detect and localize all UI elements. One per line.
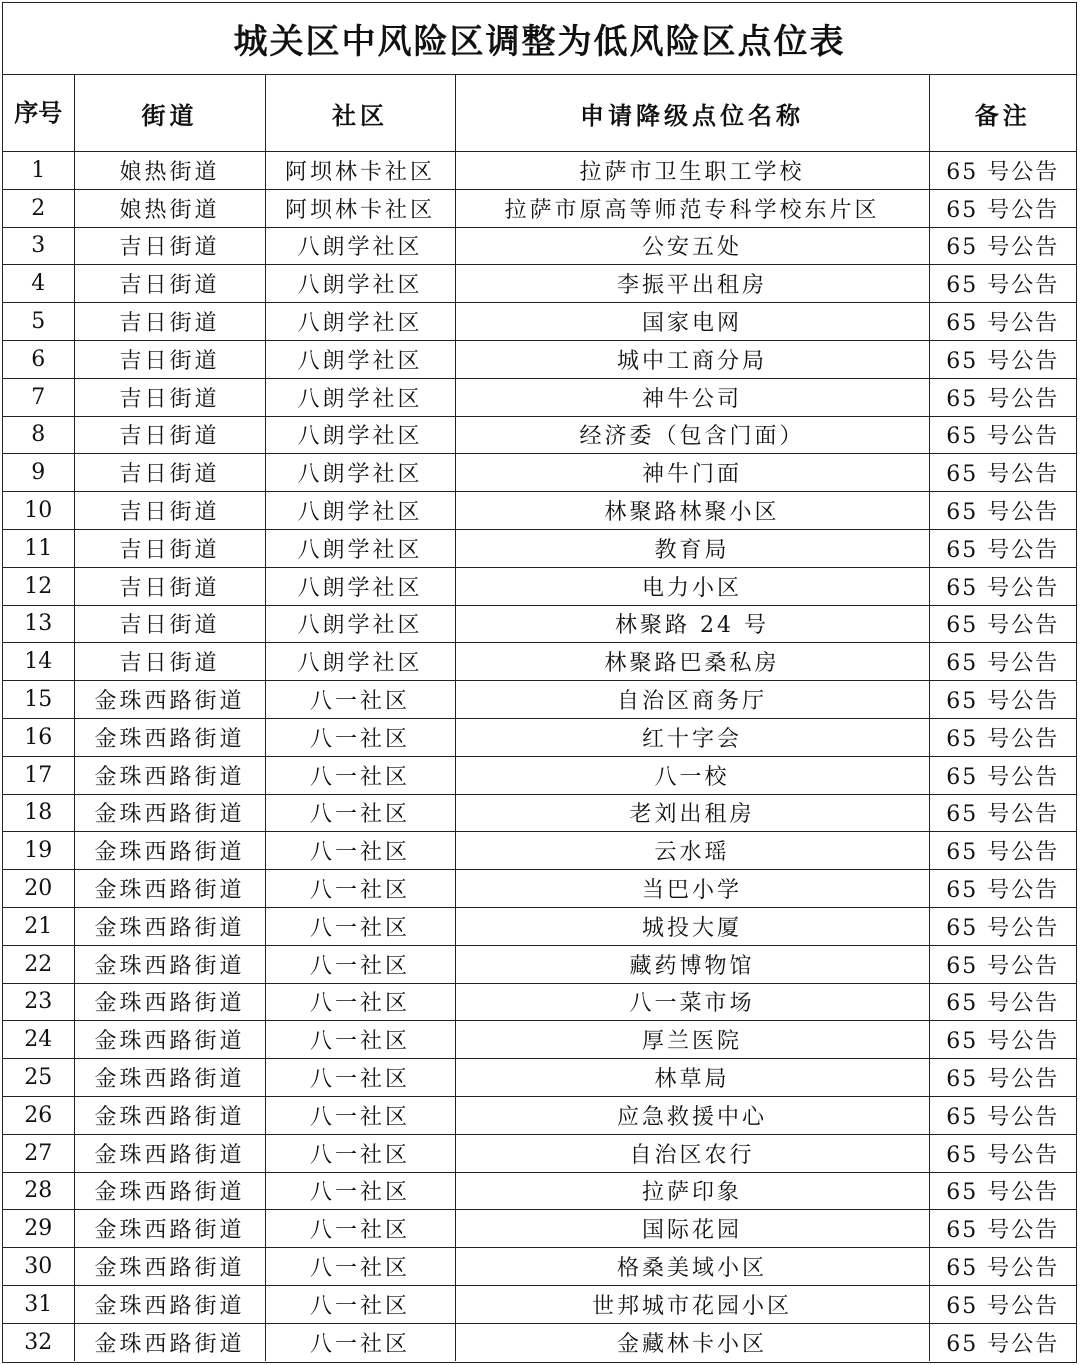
table-row — [3, 152, 1076, 190]
table-row — [3, 492, 1076, 530]
cell-index: 23 — [3, 983, 74, 1021]
cell-community: 八朗学社区 — [265, 416, 455, 454]
cell-note: 65 号公告 — [929, 152, 1076, 190]
cell-location: 神牛公司 — [455, 378, 929, 416]
table-row — [3, 870, 1076, 908]
table-row — [3, 1172, 1076, 1210]
cell-location: 厚兰医院 — [455, 1021, 929, 1059]
cell-street: 吉日街道 — [74, 605, 265, 643]
cell-street: 金珠西路街道 — [74, 983, 265, 1021]
cell-index: 26 — [3, 1096, 74, 1134]
cell-location: 国家电网 — [455, 303, 929, 341]
cell-community: 八朗学社区 — [265, 340, 455, 378]
cell-index: 1 — [3, 152, 74, 190]
cell-index: 7 — [3, 378, 74, 416]
cell-location: 金藏林卡小区 — [455, 1323, 929, 1360]
table-row — [3, 832, 1076, 870]
cell-street: 金珠西路街道 — [74, 907, 265, 945]
cell-community: 八朗学社区 — [265, 605, 455, 643]
cell-index: 32 — [3, 1323, 74, 1360]
cell-community: 八朗学社区 — [265, 643, 455, 681]
cell-index: 5 — [3, 303, 74, 341]
cell-location: 教育局 — [455, 529, 929, 567]
cell-location: 应急救援中心 — [455, 1096, 929, 1134]
table-row — [3, 756, 1076, 794]
table-row — [3, 416, 1076, 454]
cell-street: 吉日街道 — [74, 340, 265, 378]
cell-community: 阿坝林卡社区 — [265, 152, 455, 190]
document-title: 城关区中风险区调整为低风险区点位表 — [3, 3, 1076, 75]
cell-index: 18 — [3, 794, 74, 832]
cell-street: 金珠西路街道 — [74, 1210, 265, 1248]
cell-index: 30 — [3, 1248, 74, 1286]
cell-index: 6 — [3, 340, 74, 378]
cell-note: 65 号公告 — [929, 756, 1076, 794]
cell-community: 八一社区 — [265, 1248, 455, 1286]
cell-location: 城中工商分局 — [455, 340, 929, 378]
cell-community: 八一社区 — [265, 1323, 455, 1360]
cell-community: 八一社区 — [265, 681, 455, 719]
cell-note: 65 号公告 — [929, 718, 1076, 756]
cell-location: 电力小区 — [455, 567, 929, 605]
cell-street: 娘热街道 — [74, 152, 265, 190]
cell-community: 八一社区 — [265, 1285, 455, 1323]
cell-note: 65 号公告 — [929, 1172, 1076, 1210]
cell-index: 9 — [3, 454, 74, 492]
header-note: 备注 — [929, 75, 1076, 152]
cell-location: 公安五处 — [455, 227, 929, 265]
cell-community: 八一社区 — [265, 1210, 455, 1248]
cell-location: 世邦城市花园小区 — [455, 1285, 929, 1323]
cell-street: 吉日街道 — [74, 492, 265, 530]
table-row — [3, 340, 1076, 378]
cell-community: 八一社区 — [265, 1059, 455, 1097]
cell-community: 八一社区 — [265, 983, 455, 1021]
cell-street: 金珠西路街道 — [74, 681, 265, 719]
header-location: 申请降级点位名称 — [455, 75, 929, 152]
cell-street: 金珠西路街道 — [74, 718, 265, 756]
cell-index: 31 — [3, 1285, 74, 1323]
table-row — [3, 1134, 1076, 1172]
cell-note: 65 号公告 — [929, 832, 1076, 870]
table-row — [3, 378, 1076, 416]
cell-location: 八一校 — [455, 756, 929, 794]
cell-community: 八一社区 — [265, 1021, 455, 1059]
cell-note: 65 号公告 — [929, 643, 1076, 681]
table-row — [3, 454, 1076, 492]
cell-note: 65 号公告 — [929, 529, 1076, 567]
cell-location: 李振平出租房 — [455, 265, 929, 303]
cell-index: 29 — [3, 1210, 74, 1248]
cell-index: 16 — [3, 718, 74, 756]
cell-index: 19 — [3, 832, 74, 870]
cell-community: 八朗学社区 — [265, 529, 455, 567]
cell-location: 城投大厦 — [455, 907, 929, 945]
cell-community: 阿坝林卡社区 — [265, 189, 455, 227]
cell-location: 神牛门面 — [455, 454, 929, 492]
table-row — [3, 189, 1076, 227]
cell-community: 八一社区 — [265, 832, 455, 870]
cell-community: 八朗学社区 — [265, 492, 455, 530]
cell-location: 经济委（包含门面） — [455, 416, 929, 454]
cell-street: 金珠西路街道 — [74, 1096, 265, 1134]
table-row — [3, 605, 1076, 643]
cell-location: 藏药博物馆 — [455, 945, 929, 983]
cell-community: 八朗学社区 — [265, 454, 455, 492]
cell-community: 八一社区 — [265, 907, 455, 945]
table-row — [3, 983, 1076, 1021]
cell-index: 28 — [3, 1172, 74, 1210]
cell-street: 金珠西路街道 — [74, 1248, 265, 1286]
cell-index: 21 — [3, 907, 74, 945]
cell-note: 65 号公告 — [929, 1210, 1076, 1248]
cell-location: 国际花园 — [455, 1210, 929, 1248]
table-row — [3, 945, 1076, 983]
cell-community: 八一社区 — [265, 1172, 455, 1210]
cell-community: 八一社区 — [265, 718, 455, 756]
table-row — [3, 1285, 1076, 1323]
cell-note: 65 号公告 — [929, 227, 1076, 265]
cell-note: 65 号公告 — [929, 1285, 1076, 1323]
cell-street: 金珠西路街道 — [74, 1134, 265, 1172]
cell-street: 金珠西路街道 — [74, 1323, 265, 1360]
cell-note: 65 号公告 — [929, 983, 1076, 1021]
cell-street: 吉日街道 — [74, 303, 265, 341]
cell-note: 65 号公告 — [929, 945, 1076, 983]
cell-index: 4 — [3, 265, 74, 303]
cell-note: 65 号公告 — [929, 303, 1076, 341]
cell-street: 金珠西路街道 — [74, 832, 265, 870]
cell-location: 八一菜市场 — [455, 983, 929, 1021]
cell-note: 65 号公告 — [929, 870, 1076, 908]
cell-location: 林聚路林聚小区 — [455, 492, 929, 530]
table-row — [3, 529, 1076, 567]
cell-street: 金珠西路街道 — [74, 1172, 265, 1210]
table-row — [3, 1021, 1076, 1059]
cell-location: 自治区商务厅 — [455, 681, 929, 719]
cell-street: 吉日街道 — [74, 378, 265, 416]
cell-note: 65 号公告 — [929, 1021, 1076, 1059]
table-row — [3, 643, 1076, 681]
table-row — [3, 227, 1076, 265]
cell-note: 65 号公告 — [929, 1248, 1076, 1286]
cell-community: 八一社区 — [265, 945, 455, 983]
cell-street: 吉日街道 — [74, 416, 265, 454]
cell-street: 娘热街道 — [74, 189, 265, 227]
cell-index: 17 — [3, 756, 74, 794]
cell-community: 八朗学社区 — [265, 567, 455, 605]
cell-location: 云水瑶 — [455, 832, 929, 870]
table-row — [3, 1096, 1076, 1134]
table-row — [3, 265, 1076, 303]
cell-note: 65 号公告 — [929, 1323, 1076, 1360]
document-table — [2, 2, 1077, 1363]
cell-index: 11 — [3, 529, 74, 567]
cell-note: 65 号公告 — [929, 1059, 1076, 1097]
cell-note: 65 号公告 — [929, 794, 1076, 832]
table-row — [3, 794, 1076, 832]
cell-index: 22 — [3, 945, 74, 983]
cell-note: 65 号公告 — [929, 340, 1076, 378]
cell-location: 红十字会 — [455, 718, 929, 756]
cell-location: 林聚路 24 号 — [455, 605, 929, 643]
cell-index: 13 — [3, 605, 74, 643]
cell-location: 林聚路巴桑私房 — [455, 643, 929, 681]
cell-community: 八朗学社区 — [265, 227, 455, 265]
cell-index: 2 — [3, 189, 74, 227]
table-row — [3, 1323, 1076, 1360]
cell-location: 拉萨印象 — [455, 1172, 929, 1210]
cell-street: 吉日街道 — [74, 643, 265, 681]
cell-street: 吉日街道 — [74, 454, 265, 492]
cell-index: 24 — [3, 1021, 74, 1059]
cell-street: 金珠西路街道 — [74, 945, 265, 983]
header-community: 社区 — [265, 75, 455, 152]
cell-community: 八朗学社区 — [265, 265, 455, 303]
cell-note: 65 号公告 — [929, 567, 1076, 605]
cell-community: 八一社区 — [265, 1134, 455, 1172]
cell-location: 拉萨市原高等师范专科学校东片区 — [455, 189, 929, 227]
table-row — [3, 907, 1076, 945]
cell-community: 八一社区 — [265, 794, 455, 832]
cell-street: 吉日街道 — [74, 567, 265, 605]
cell-note: 65 号公告 — [929, 265, 1076, 303]
table-row — [3, 1248, 1076, 1286]
cell-location: 当巴小学 — [455, 870, 929, 908]
cell-note: 65 号公告 — [929, 1096, 1076, 1134]
cell-note: 65 号公告 — [929, 681, 1076, 719]
cell-note: 65 号公告 — [929, 454, 1076, 492]
cell-location: 格桑美域小区 — [455, 1248, 929, 1286]
cell-index: 15 — [3, 681, 74, 719]
cell-index: 20 — [3, 870, 74, 908]
cell-street: 吉日街道 — [74, 265, 265, 303]
location-table — [3, 75, 1076, 1361]
table-row — [3, 567, 1076, 605]
cell-index: 12 — [3, 567, 74, 605]
cell-note: 65 号公告 — [929, 492, 1076, 530]
cell-street: 金珠西路街道 — [74, 794, 265, 832]
cell-note: 65 号公告 — [929, 189, 1076, 227]
table-row — [3, 681, 1076, 719]
cell-location: 老刘出租房 — [455, 794, 929, 832]
cell-location: 自治区农行 — [455, 1134, 929, 1172]
header-row — [3, 75, 1076, 152]
cell-location: 拉萨市卫生职工学校 — [455, 152, 929, 190]
table-row — [3, 718, 1076, 756]
cell-community: 八一社区 — [265, 756, 455, 794]
cell-index: 10 — [3, 492, 74, 530]
cell-index: 3 — [3, 227, 74, 265]
cell-street: 金珠西路街道 — [74, 1059, 265, 1097]
header-street: 街道 — [74, 75, 265, 152]
cell-street: 吉日街道 — [74, 529, 265, 567]
cell-street: 金珠西路街道 — [74, 1021, 265, 1059]
cell-index: 27 — [3, 1134, 74, 1172]
cell-community: 八朗学社区 — [265, 378, 455, 416]
cell-note: 65 号公告 — [929, 1134, 1076, 1172]
header-index: 序号 — [3, 75, 74, 152]
cell-index: 25 — [3, 1059, 74, 1097]
cell-index: 14 — [3, 643, 74, 681]
cell-street: 金珠西路街道 — [74, 1285, 265, 1323]
cell-community: 八一社区 — [265, 870, 455, 908]
cell-street: 吉日街道 — [74, 227, 265, 265]
cell-location: 林草局 — [455, 1059, 929, 1097]
cell-street: 金珠西路街道 — [74, 870, 265, 908]
cell-index: 8 — [3, 416, 74, 454]
cell-note: 65 号公告 — [929, 605, 1076, 643]
table-row — [3, 1210, 1076, 1248]
table-row — [3, 303, 1076, 341]
cell-note: 65 号公告 — [929, 416, 1076, 454]
cell-note: 65 号公告 — [929, 907, 1076, 945]
table-body — [3, 152, 1076, 1361]
cell-note: 65 号公告 — [929, 378, 1076, 416]
cell-community: 八朗学社区 — [265, 303, 455, 341]
cell-street: 金珠西路街道 — [74, 756, 265, 794]
cell-community: 八一社区 — [265, 1096, 455, 1134]
table-row — [3, 1059, 1076, 1097]
